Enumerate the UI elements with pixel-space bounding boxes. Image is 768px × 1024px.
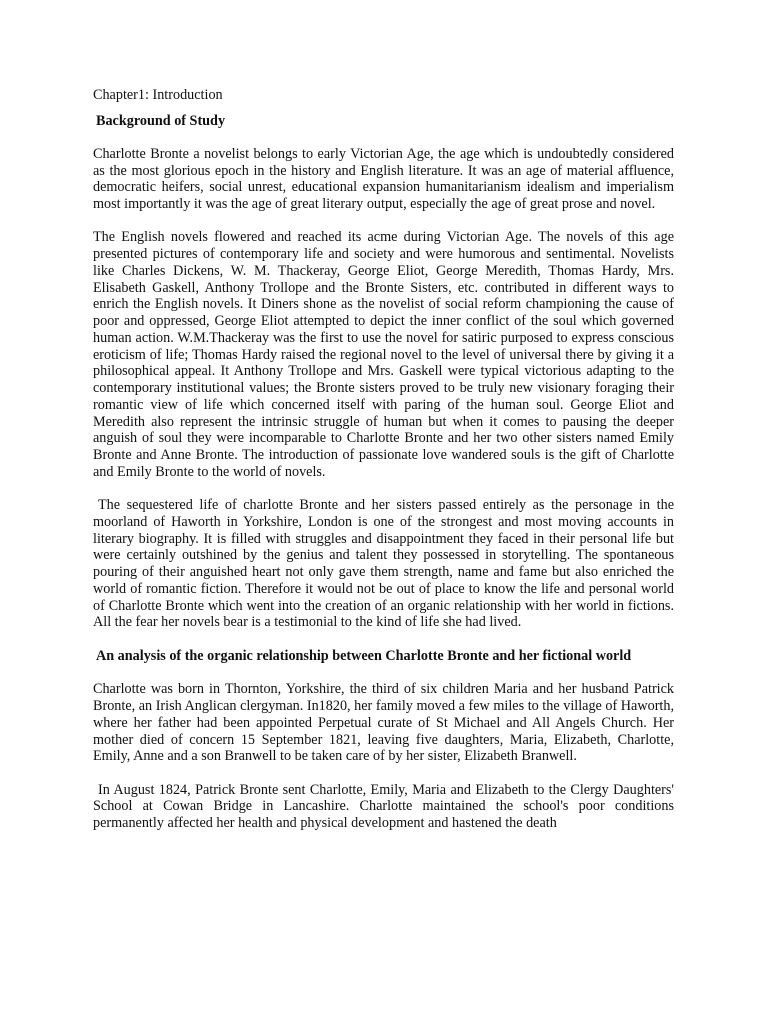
paragraph: Charlotte Bronte a novelist belongs to early Victorian Age, the age which is undoubtedly considered as the most glorious epoch in the history and English literature. It was an age of material affluence, democratic heifers, social unrest, educational expansion humanitarianism idealism and imperialism most importantly it was the age of great literary output, especially the age of great prose and novel. (93, 145, 674, 213)
chapter-title: Chapter1: Introduction (93, 87, 223, 103)
section-heading-analysis: An analysis of the organic relationship between Charlotte Bronte and her fictional world (96, 647, 632, 664)
paragraph: Charlotte was born in Thornton, Yorkshire, the third of six children Maria and her husband Patrick Bronte, an Irish Anglican clergyman. In1820, her family moved a few miles to the village of Haworth, where her father had been appointed Perpetual curate of St Michael and All Angels Church. Her mother died of concern 15 September 1821, leaving five daughters, Maria, Elizabeth, Charlotte, Emily, Anne and a son Branwell to be taken care of by her sister, Elizabeth Branwell. (93, 681, 674, 765)
paragraph: In August 1824, Patrick Bronte sent Charlotte, Emily, Maria and Elizabeth to the Clergy Daughters' School at Cowan Bridge in Lancashire. Charlotte maintained the school's poor conditions permanently affected her health and physical development and hastened the death (93, 781, 674, 832)
paragraph: The English novels flowered and reached its acme during Victorian Age. The novels of this age presented pictures of contemporary life and society and were humorous and sentimental. Novelists like Charles Dickens, W. M. Thackeray, George Eliot, George Meredith, Thomas Hardy, Mrs. Elisabeth Gaskell, Anthony Trollope and the Bronte Sisters, etc. contributed in different ways to enrich the English novels. It Diners shone as the novelist of social reform championing the cause of poor and oppressed, George Eliot attempted to depict the inner conflict of the soul which governed human action. W.M.Thackeray was the first to use the novel for satiric purposed to express conscious eroticism of life; Thomas Hardy raised the regional novel to the level of universal there by giving it a philosophical appeal. It Anthony Trollope and Mrs. Gaskell were typical victorious adapting to the contemporary institutional values; the Bronte sisters proved to be truly new visionary foraging their romantic view of life which concerned itself with paring of the human soul. George Eliot and Meredith also represent the intrinsic struggle of human but when it comes to pausing the deeper anguish of soul they were incomparable to Charlotte Bronte and her two other sisters named Emily Bronte and Anne Bronte. The introduction of passionate love wandered souls is the gift of Charlotte and Emily Bronte to the world of novels. (93, 229, 674, 480)
paragraph: The sequestered life of charlotte Bronte and her sisters passed entirely as the personage in the moorland of Haworth in Yorkshire, London is one of the strongest and most moving accounts in literary biography. It is filled with struggles and disappointment they faced in their personal life but were certainly outshined by the genius and talent they possessed in storytelling. The spontaneous pouring of their anguished heart not only gave them strength, name and fame but also enriched the world of romantic fiction. Therefore it would not be out of place to know the life and personal world of Charlotte Bronte which went into the creation of an organic relationship with her world in fictions. All the fear her novels bear is a testimonial to the kind of life she had lived. (93, 497, 674, 631)
section-heading-background: Background of Study (96, 113, 226, 129)
